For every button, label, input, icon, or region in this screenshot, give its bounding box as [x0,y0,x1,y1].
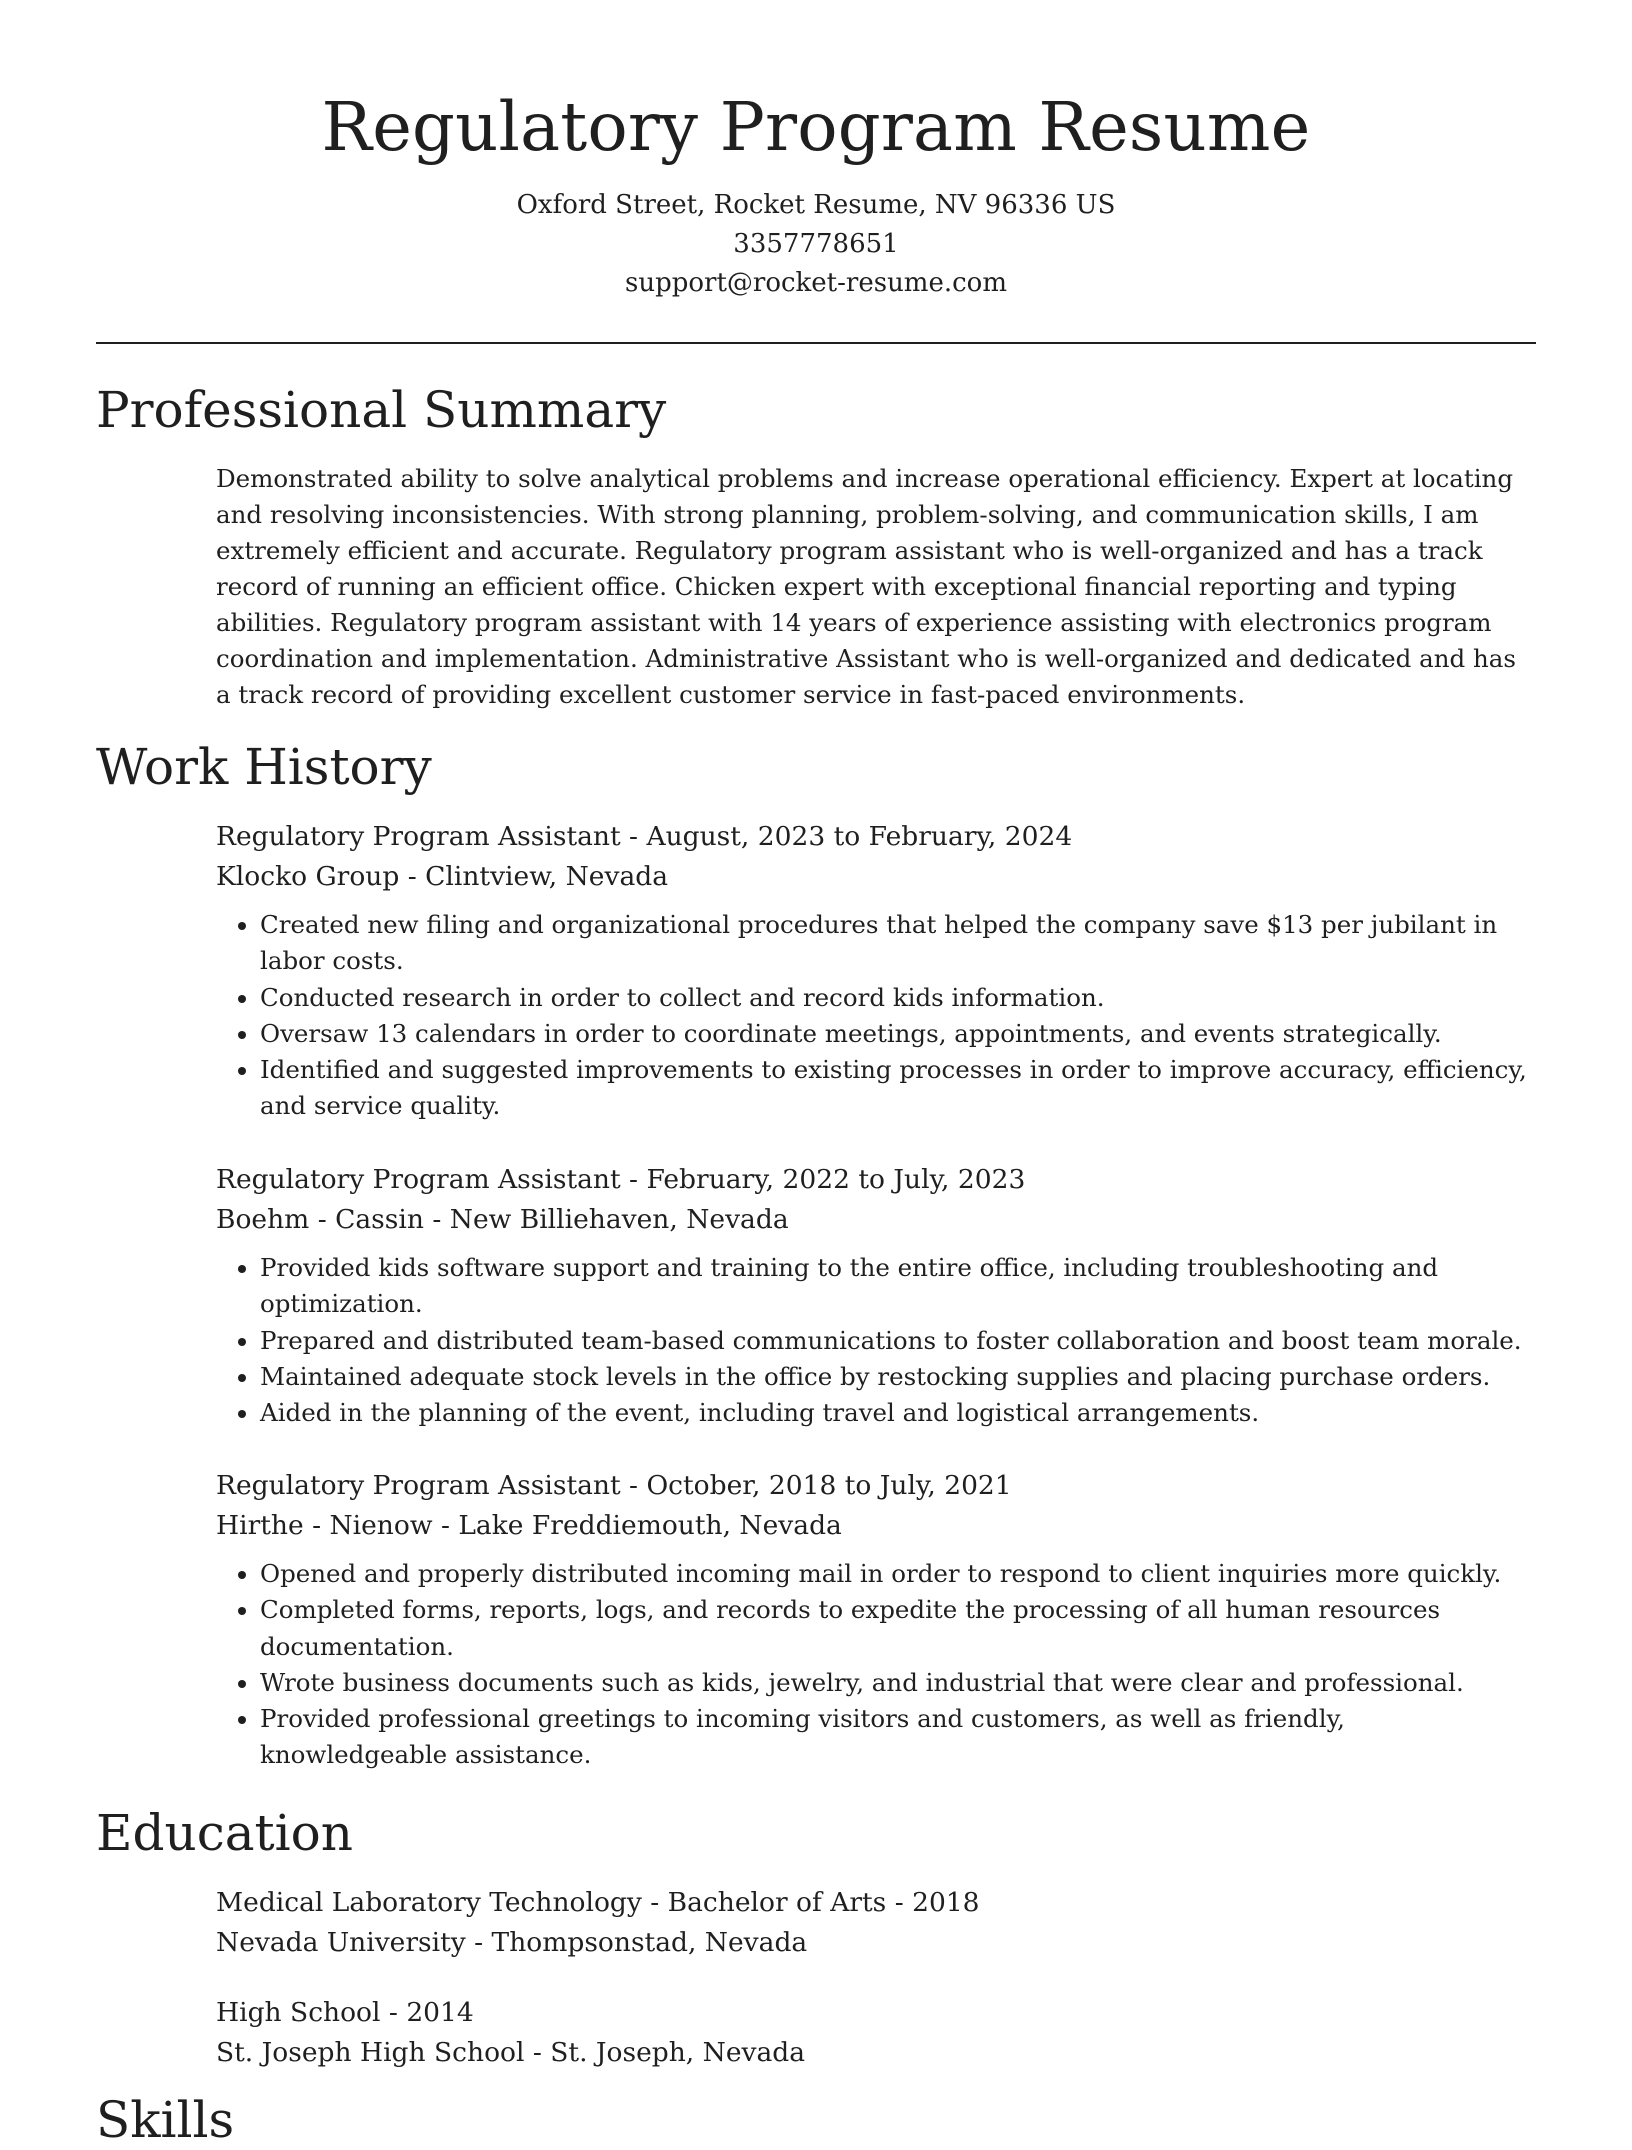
job-role: Regulatory Program Assistant [216,1164,621,1195]
education-year: 2014 [406,1997,474,2028]
separator: - [886,1887,913,1918]
separator: - [465,1927,492,1958]
section-title-summary: Professional Summary [96,381,667,439]
separator: - [380,1997,407,2028]
job-title-line [216,817,1536,857]
job-bullet: • Prepared and distributed team-based communications to foster collaboration and boost team morale. [260,1323,1536,1359]
job-title-line [216,1466,1536,1506]
education-school: Nevada University [216,1927,466,1958]
job-title-line [216,1160,1536,1200]
section-title-education: Education [96,1804,353,1862]
section-title-work-history: Work History [96,738,432,796]
job-dates: October, 2018 to July, 2021 [646,1470,1012,1501]
education-school-line [216,1923,1536,1963]
job-bullet: • Opened and properly distributed incoming mail in order to respond to client inquiries more quickly. [260,1556,1536,1592]
education-degree-line [216,1993,1536,2033]
job-location: Lake Freddiemouth, Nevada [458,1510,842,1541]
job-bullet: • Wrote business documents such as kids, jewelry, and industrial that were clear and professional. [260,1665,1536,1701]
contact-block [96,186,1536,303]
education-location: St. Joseph, Nevada [550,2037,806,2068]
job-company: Klocko Group [216,861,400,892]
header-divider [96,342,1536,344]
resume-title: Regulatory Program Resume [321,88,1311,166]
job-location: Clintview, Nevada [425,861,669,892]
resume-header [96,82,1536,303]
separator: - [524,2037,551,2068]
job-bullet: • Completed forms, reports, logs, and records to expedite the processing of all human resources documentation. [260,1592,1536,1665]
job-company: Hirthe - Nienow [216,1510,433,1541]
section-title-skills: Skills [96,2091,235,2149]
education-entry [216,1993,1536,2073]
job-bullet: • Created new filing and organizational procedures that helped the company save $13 per jubilant in labor costs. [260,907,1536,980]
job-dates: August, 2023 to February, 2024 [646,821,1073,852]
job-bullet: • Conducted research in order to collect and record kids information. [260,980,1536,1016]
separator: - [620,821,647,852]
education-field: Medical Laboratory Technology [216,1887,642,1918]
job-bullet: • Maintained adequate stock levels in the office by restocking supplies and placing purchase orders. [260,1359,1536,1395]
job-bullet: • Aided in the planning of the event, including travel and logistical arrangements. [260,1395,1536,1431]
job-bullets [216,907,1536,1125]
job-company-line [216,1200,1536,1240]
job-bullet: • Identified and suggested improvements to existing processes in order to improve accuracy, efficiency, and service quality. [260,1052,1536,1125]
job-location: New Billiehaven, Nevada [449,1204,789,1235]
education-degree: Bachelor of Arts [667,1887,887,1918]
contact-email: support@rocket-resume.com [624,268,1007,298]
summary-text: Demonstrated ability to solve analytical problems and increase operational efficiency. Expert at locating and resolving inconsistencies. With strong planning, problem-solving, and communication skills, I am extremely efficient and accurate. Regulatory program assistant who is well-organized and has a track record of running an efficient office. Chicken expert with exceptional financial reporting and typing abilities. Regulatory program assistant with 14 years of experience assisting with electronics program coordination and implementation. Administrative Assistant who is well-organized and dedicated and has a track record of providing excellent customer service in fast-paced environments. [216,464,1516,709]
education-location: Thompsonstad, Nevada [491,1927,808,1958]
job-entry [216,1466,1536,1774]
job-company-line [216,1506,1536,1546]
job-bullets [216,1556,1536,1774]
education-school-line [216,2033,1536,2073]
separator: - [399,861,426,892]
education-field: High School [216,1997,381,2028]
education-entry [216,1883,1536,1963]
contact-phone: 3357778651 [733,229,899,259]
separator: - [423,1204,450,1235]
job-role: Regulatory Program Assistant [216,821,621,852]
separator: - [432,1510,459,1541]
job-entry [216,817,1536,1125]
job-company-line [216,857,1536,897]
job-dates: February, 2022 to July, 2023 [646,1164,1026,1195]
separator: - [620,1470,647,1501]
job-bullet: • Provided kids software support and training to the entire office, including troubleshooting and optimization. [260,1250,1536,1323]
separator: - [620,1164,647,1195]
job-bullets [216,1250,1536,1431]
separator: - [641,1887,668,1918]
job-bullet: • Oversaw 13 calendars in order to coordinate meetings, appointments, and events strategically. [260,1016,1536,1052]
job-entry [216,1160,1536,1431]
contact-address: Oxford Street, Rocket Resume, NV 96336 US [516,190,1116,220]
education-school: St. Joseph High School [216,2037,525,2068]
job-bullet: • Provided professional greetings to incoming visitors and customers, as well as friendly, knowledgeable assistance. [260,1701,1536,1774]
job-role: Regulatory Program Assistant [216,1470,621,1501]
education-year: 2018 [912,1887,980,1918]
education-degree-line [216,1883,1536,1923]
job-company: Boehm - Cassin [216,1204,424,1235]
